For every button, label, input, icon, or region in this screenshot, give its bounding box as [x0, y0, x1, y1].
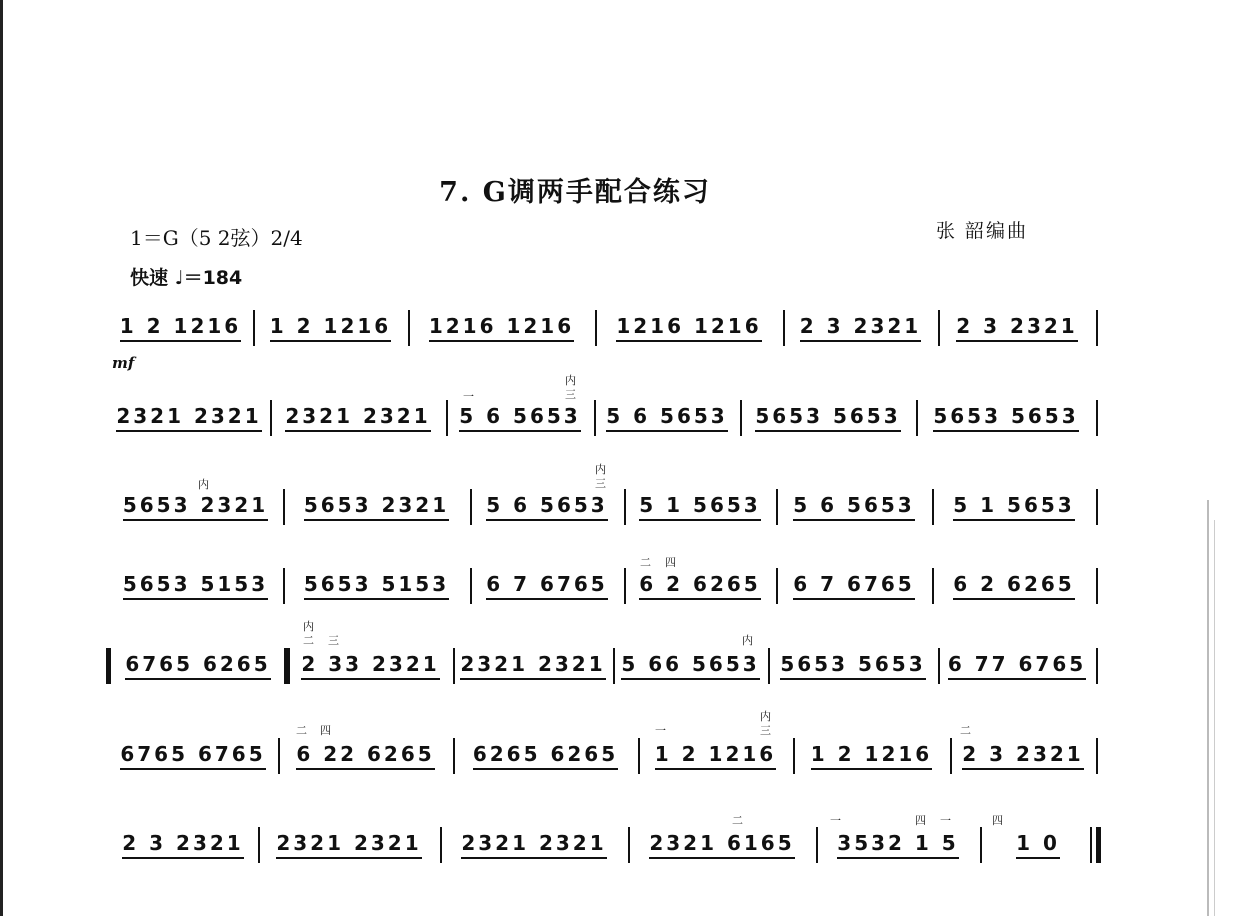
measure — [601, 308, 777, 348]
bar-line — [624, 568, 626, 604]
bar-line — [938, 648, 940, 684]
measure — [782, 487, 926, 527]
note-group: 6 22 6265 — [296, 742, 434, 770]
note-group: 1 2 1216 — [655, 742, 776, 770]
bar-line — [278, 738, 280, 774]
page-right-edge — [1207, 500, 1209, 916]
measure — [476, 566, 618, 606]
measure — [774, 646, 932, 686]
final-bar-line — [1096, 827, 1101, 863]
measure — [114, 825, 252, 865]
finger-mark: 四 — [992, 814, 1003, 827]
note-group: 5653 5153 — [123, 572, 268, 600]
final-bar-thin — [1090, 827, 1092, 863]
note-group: 1216 1216 — [429, 314, 574, 342]
note-group: 3532 1 5 — [837, 831, 958, 859]
note-group: 5653 5653 — [755, 404, 900, 432]
note-group: 5 6 5653 — [486, 493, 607, 521]
note-group: 2321 2321 — [460, 652, 605, 680]
measure — [634, 825, 810, 865]
page-left-edge — [0, 0, 3, 916]
bar-line — [793, 738, 795, 774]
measure — [284, 736, 447, 776]
score-row — [108, 398, 1098, 438]
finger-mark: 三 — [595, 477, 606, 490]
measure — [114, 736, 272, 776]
bar-line — [453, 738, 455, 774]
note-group: 2 3 2321 — [122, 831, 243, 859]
measure — [114, 308, 247, 348]
note-group: 6765 6765 — [120, 742, 265, 770]
measure — [114, 646, 282, 686]
bar-line — [1096, 568, 1098, 604]
bar-line — [595, 310, 597, 346]
note-group: 2 3 2321 — [956, 314, 1077, 342]
measure — [922, 398, 1090, 438]
note-group: 1 0 — [1016, 831, 1060, 859]
measure — [630, 566, 770, 606]
score-row — [108, 825, 1098, 865]
bar-line — [916, 400, 918, 436]
measure — [619, 646, 762, 686]
note-group: 1 2 1216 — [120, 314, 241, 342]
measure — [289, 566, 464, 606]
finger-mark: 四 — [320, 724, 331, 737]
measure — [782, 566, 926, 606]
note-group: 5653 2321 — [123, 493, 268, 521]
finger-mark: 二 — [303, 634, 314, 647]
bar-line — [783, 310, 785, 346]
repeat-end-bar — [284, 648, 289, 684]
bar-line — [408, 310, 410, 346]
measure — [276, 398, 440, 438]
finger-mark: 一 — [830, 814, 841, 827]
measure — [264, 825, 434, 865]
bar-line — [613, 648, 615, 684]
piece-title: 7. G调两手配合练习 — [439, 177, 711, 208]
note-group: 5653 5653 — [933, 404, 1078, 432]
finger-mark: 内 — [742, 634, 753, 647]
finger-mark: 三 — [565, 388, 576, 401]
finger-mark: 二 — [732, 814, 743, 827]
measure — [414, 308, 589, 348]
page-right-edge-shadow — [1214, 520, 1215, 916]
note-group: 5 6 5653 — [459, 404, 580, 432]
bar-line — [1096, 648, 1098, 684]
finger-mark: 一 — [655, 724, 666, 737]
measure — [938, 566, 1090, 606]
note-group: 6 2 6265 — [639, 572, 760, 600]
finger-mark: 二 — [640, 556, 651, 569]
bar-line — [950, 738, 952, 774]
note-group: 5 66 5653 — [621, 652, 759, 680]
note-group: 5 1 5653 — [953, 493, 1074, 521]
finger-mark: 三 — [760, 724, 771, 737]
note-group: 6 7 6765 — [793, 572, 914, 600]
finger-mark: 四 — [915, 814, 926, 827]
measure — [789, 308, 932, 348]
measure — [459, 646, 607, 686]
bar-line — [253, 310, 255, 346]
bar-line — [740, 400, 742, 436]
measure — [630, 487, 770, 527]
note-group: 2 33 2321 — [301, 652, 439, 680]
score-row — [108, 487, 1098, 527]
score-row — [108, 308, 1098, 348]
note-group: 1216 1216 — [616, 314, 761, 342]
bar-line — [980, 827, 982, 863]
bar-line — [776, 489, 778, 525]
bar-line — [283, 489, 285, 525]
finger-mark: 一 — [463, 390, 474, 403]
bar-line — [453, 648, 455, 684]
score-row — [108, 566, 1098, 606]
bar-line — [938, 310, 940, 346]
score-row — [108, 736, 1098, 776]
finger-mark: 二 — [296, 724, 307, 737]
bar-line — [1096, 738, 1098, 774]
bar-line — [594, 400, 596, 436]
measure — [986, 825, 1090, 865]
note-group: 2 3 2321 — [800, 314, 921, 342]
measure — [822, 825, 974, 865]
bar-line — [283, 568, 285, 604]
score-row — [108, 646, 1098, 686]
note-group: 5 6 5653 — [606, 404, 727, 432]
bar-line — [1096, 310, 1098, 346]
measure — [114, 398, 264, 438]
measure — [644, 736, 787, 776]
measure — [799, 736, 944, 776]
finger-mark: 一 — [940, 814, 951, 827]
measure — [259, 308, 402, 348]
note-group: 5653 5653 — [780, 652, 925, 680]
note-group: 6765 6265 — [125, 652, 270, 680]
note-group: 6265 6265 — [473, 742, 618, 770]
measure — [446, 825, 622, 865]
bar-line — [638, 738, 640, 774]
measure — [289, 487, 464, 527]
measure — [938, 487, 1090, 527]
bar-line — [270, 400, 272, 436]
bar-line — [470, 489, 472, 525]
finger-mark: 内 — [303, 620, 314, 633]
finger-mark: 四 — [665, 556, 676, 569]
measure — [476, 487, 618, 527]
finger-mark: 内 — [565, 374, 576, 387]
bar-line — [776, 568, 778, 604]
note-group: 5653 2321 — [304, 493, 449, 521]
measure — [459, 736, 632, 776]
bar-line — [470, 568, 472, 604]
repeat-start-bar — [106, 648, 111, 684]
bar-line — [1096, 489, 1098, 525]
bar-line — [440, 827, 442, 863]
measure — [944, 646, 1090, 686]
note-group: 5653 5153 — [304, 572, 449, 600]
finger-mark: 内 — [198, 478, 209, 491]
bar-line — [932, 489, 934, 525]
finger-mark: 内 — [760, 710, 771, 723]
note-group: 6 2 6265 — [953, 572, 1074, 600]
tempo-marking: 快速 ♩＝184 — [130, 267, 243, 289]
finger-mark: 二 — [960, 724, 971, 737]
note-group: 6 7 6765 — [486, 572, 607, 600]
note-group: 2321 2321 — [285, 404, 430, 432]
bar-line — [628, 827, 630, 863]
measure — [114, 487, 277, 527]
measure — [114, 566, 277, 606]
bar-line — [816, 827, 818, 863]
bar-line — [446, 400, 448, 436]
measure — [452, 398, 588, 438]
composer: 张 韶编曲 — [936, 220, 1029, 242]
note-group: 6 77 6765 — [948, 652, 1086, 680]
bar-line — [258, 827, 260, 863]
finger-mark: 内 — [595, 463, 606, 476]
note-group: 2321 6165 — [649, 831, 794, 859]
note-group: 2 3 2321 — [962, 742, 1083, 770]
measure — [746, 398, 910, 438]
measure — [294, 646, 447, 686]
note-group: 2321 2321 — [116, 404, 261, 432]
bar-line — [1096, 400, 1098, 436]
measure — [944, 308, 1090, 348]
bar-line — [768, 648, 770, 684]
measure — [956, 736, 1090, 776]
note-group: 2321 2321 — [461, 831, 606, 859]
measure — [600, 398, 734, 438]
note-group: 5 6 5653 — [793, 493, 914, 521]
key-signature: 1＝G（5 2弦）2/4 — [130, 226, 303, 250]
note-group: 1 2 1216 — [811, 742, 932, 770]
note-group: 1 2 1216 — [270, 314, 391, 342]
bar-line — [932, 568, 934, 604]
note-group: 2321 2321 — [276, 831, 421, 859]
note-group: 5 1 5653 — [639, 493, 760, 521]
bar-line — [624, 489, 626, 525]
dynamic-marking: mf — [112, 354, 135, 372]
finger-mark: 三 — [328, 634, 339, 647]
